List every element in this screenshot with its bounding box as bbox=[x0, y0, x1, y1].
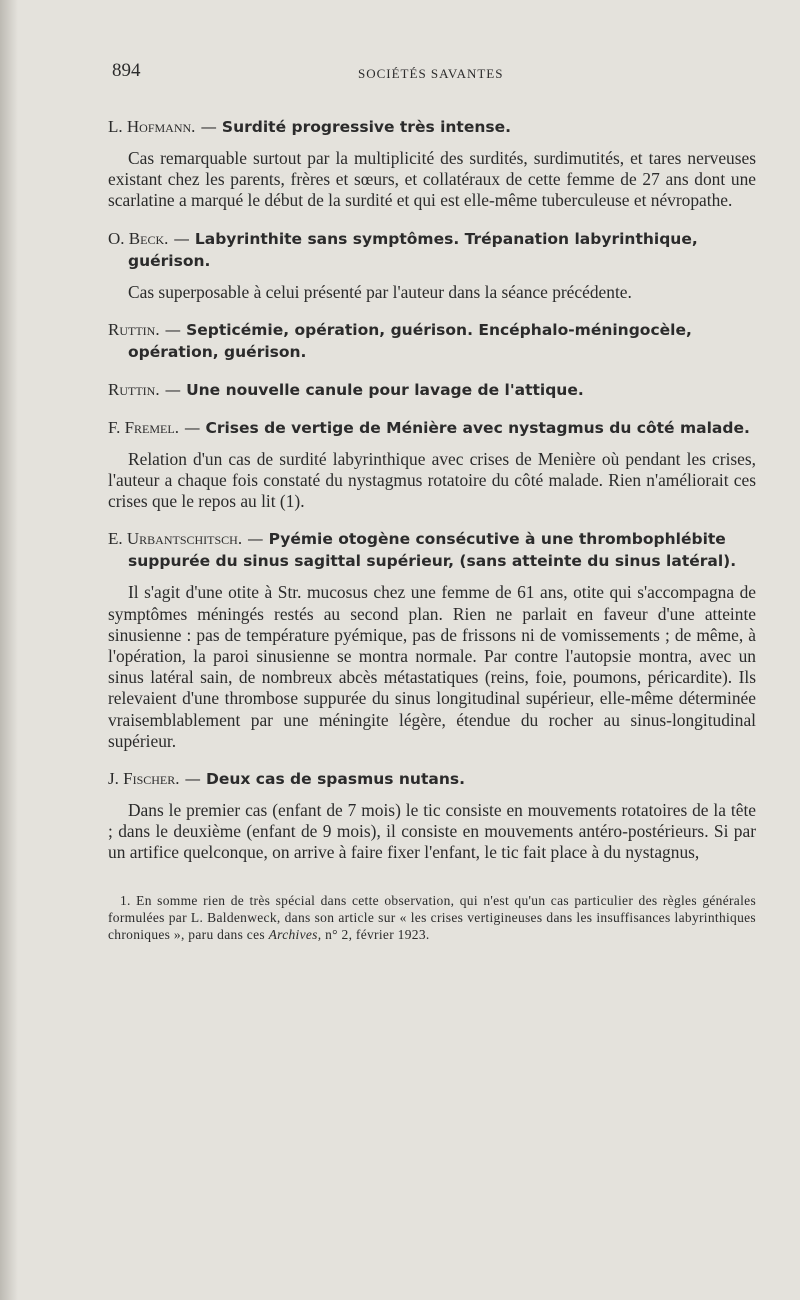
entry-paragraph: Cas superposable à celui présenté par l'auteur dans la séance précédente. bbox=[128, 281, 632, 302]
entry-hofmann bbox=[108, 116, 756, 212]
entry-urbantschitsch bbox=[108, 528, 756, 752]
entry-dash: — bbox=[195, 117, 222, 136]
entry-author: Ruttin. bbox=[108, 319, 160, 339]
entry-paragraph: Dans le premier cas (enfant de 7 mois) le tic consiste en mouvements rotatoires de la tête ; dans le deuxième (enfant de 9 mois), il consiste en mouvements antéro-postérieurs. Si par un artifice quelconque, on arrive à faire fixer l'enfant, le tic fait place à du nystagnus, bbox=[108, 800, 756, 863]
section-title: SOCIÉTÉS SAVANTES bbox=[358, 66, 504, 81]
entry-title: Crises de vertige de Ménière avec nystagmus du côté malade. bbox=[205, 418, 750, 437]
entry-fremel bbox=[108, 417, 756, 513]
entry-author: J. Fischer. bbox=[108, 769, 180, 789]
entry-fischer bbox=[108, 768, 756, 864]
entry-heading bbox=[108, 528, 756, 572]
entry-author: L. Hofmann. bbox=[108, 117, 196, 136]
entry-title: Surdité progressive très intense. bbox=[221, 118, 512, 136]
entry-dash: — bbox=[242, 529, 269, 549]
entry-title: Septicémie, opération, guérison. Encéphalo-méningocèle, opération, guérison. bbox=[128, 320, 692, 361]
journal-page bbox=[108, 56, 756, 943]
page-number: 894 bbox=[112, 60, 141, 81]
entry-ruttin-septicemie bbox=[108, 319, 756, 363]
entry-paragraph: Relation d'un cas de surdité labyrinthique avec crises de Menière où pendant les crises, l'auteur a chaque fois constaté du nystagmus rotatoire du côté malade. Rien n'améliorait ces crises que le repos au lit (1). bbox=[108, 448, 756, 512]
entry-author: Ruttin. bbox=[108, 379, 160, 399]
entry-title: Pyémie otogène consécutive à une thrombophlébite suppurée du sinus sagittal supérieur, (sans atteinte du sinus latéral). bbox=[128, 530, 737, 571]
entry-heading bbox=[108, 379, 756, 401]
entry-paragraph: Cas remarquable surtout par la multiplicité des surdités, surdimutités, et tares nerveuses existant chez les parents, frères et sœurs, et collatéraux de cette femme de 27 ans dont une scarlatine a marqué le début de la surdité et qui est elle-même tuberculeuse et névropathe. bbox=[108, 148, 756, 211]
entry-title: Deux cas de spasmus nutans. bbox=[205, 770, 465, 789]
entry-heading bbox=[108, 116, 756, 138]
entry-ruttin-canule bbox=[108, 379, 756, 401]
entry-heading bbox=[108, 768, 756, 790]
entry-dash: — bbox=[159, 379, 187, 399]
footnote bbox=[108, 892, 756, 943]
entry-heading bbox=[108, 417, 756, 439]
footnote-text: 1. En somme rien de très spécial dans cette observation, qui n'est qu'un cas particulier des règles générales formulées par L. Baldenweck, dans son article sur « les crises vertigineuses dans les insuffisances labyrinthiques chroniques », paru dans ces bbox=[108, 892, 756, 942]
entry-title: Une nouvelle canule pour lavage de l'attique. bbox=[186, 380, 584, 399]
footnote-text-end: n° 2, février 1923. bbox=[321, 926, 430, 942]
entry-author: O. Beck. bbox=[108, 228, 169, 248]
entry-title: Labyrinthite sans symptômes. Trépanation labyrinthique, guérison. bbox=[128, 229, 698, 270]
entry-author: F. Fremel. bbox=[108, 417, 179, 437]
entry-dash: — bbox=[168, 228, 195, 248]
entry-heading bbox=[108, 319, 756, 363]
entry-dash: — bbox=[178, 417, 206, 437]
entry-paragraph: Il s'agit d'une otite à Str. mucosus chez une femme de 61 ans, otite qui s'accompagna de symptômes méningés restés au second plan. Rien ne parlait en faveur d'une atteinte sinusienne : pas de température pyémique, pas de frissons ni de vomissements ; de même, à l'opération, la paroi sinusienne se montra normale. Par contre l'autopsie montra, avec un sinus latéral sain, de nombreux abcès métastatiques (reins, foie, poumons, péricardite). Ils relevaient d'une thrombose suppurée du sinus longitudinal supérieur, elle-même déterminée vraisemblablement par une méningite légère, étendue du rocher au sinus-longitudinal supérieur. bbox=[108, 582, 756, 751]
entry-heading bbox=[108, 228, 756, 272]
entry-author: E. Urbantschitsch. bbox=[108, 529, 243, 549]
scan-edge-shadow bbox=[0, 0, 18, 1300]
entry-beck bbox=[108, 228, 756, 303]
entry-dash: — bbox=[159, 319, 187, 339]
footnote-journal: Archives, bbox=[268, 926, 322, 942]
running-head bbox=[108, 56, 756, 86]
entry-dash: — bbox=[179, 769, 206, 789]
